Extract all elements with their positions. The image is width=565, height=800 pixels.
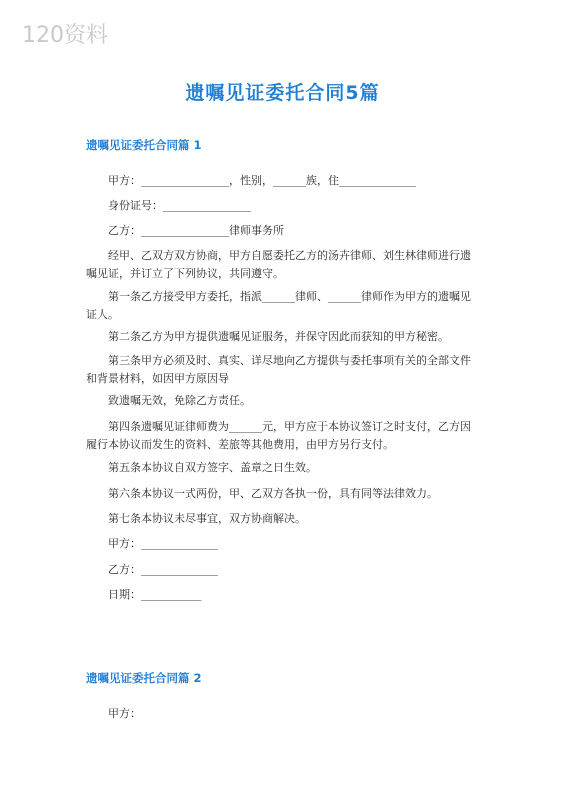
signature-party-a: 甲方：______________ (108, 537, 218, 550)
paragraph-article-5: 第五条本协议自双方签字、盖章之日生效。 (108, 461, 317, 474)
paragraph-article-3: 第三条甲方必须及时、真实、详尽地向乙方提供与委托事项有关的全部文件和背景材料，如因甲方原因导 (86, 354, 471, 385)
paragraph-article-2: 第二条乙方为甲方提供遗嘱见证服务，并保守因此而获知的甲方秘密。 (108, 330, 449, 343)
section-heading-2: 遗嘱见证委托合同篇 2 (86, 671, 202, 685)
paragraph-article-7: 第七条本协议未尽事宜，双方协商解决。 (108, 512, 306, 525)
paragraph-article-1: 第一条乙方接受甲方委托，指派______律师、______律师作为甲方的遗嘱见证人。 (86, 290, 471, 321)
watermark-logo: 120资料 (22, 23, 108, 48)
section-heading-1: 遗嘱见证委托合同篇 1 (86, 138, 202, 152)
signature-party-b: 乙方：______________ (108, 563, 218, 576)
paragraph-party-a: 甲方：________________，性别，______族，住______________ (108, 174, 416, 187)
paragraph-party-b: 乙方：________________律师事务所 (108, 224, 284, 237)
signature-date: 日期：___________ (108, 588, 202, 601)
paragraph-article-6: 第六条本协议一式两份，甲、乙双方各执一份，具有同等法律效力。 (108, 487, 438, 500)
document-title: 遗嘱见证委托合同5篇 (185, 82, 380, 104)
paragraph-intro: 经甲、乙双方双方协商，甲方自愿委托乙方的汤卉律师、刘生林律师进行遗嘱见证，并订立了下列协议，共同遵守。 (86, 249, 471, 280)
paragraph-id-number: 身份证号：________________ (108, 199, 251, 212)
paragraph-article-4: 第四条遗嘱见证律师费为______元，甲方应于本协议签订之时支付，乙方因履行本协议而发生的资料、差旅等其他费用，由甲方另行支付。 (86, 420, 471, 451)
paragraph-party-a-2: 甲方： (108, 707, 141, 720)
paragraph-article-3-cont: 致遗嘱无效，免除乙方责任。 (108, 394, 251, 407)
